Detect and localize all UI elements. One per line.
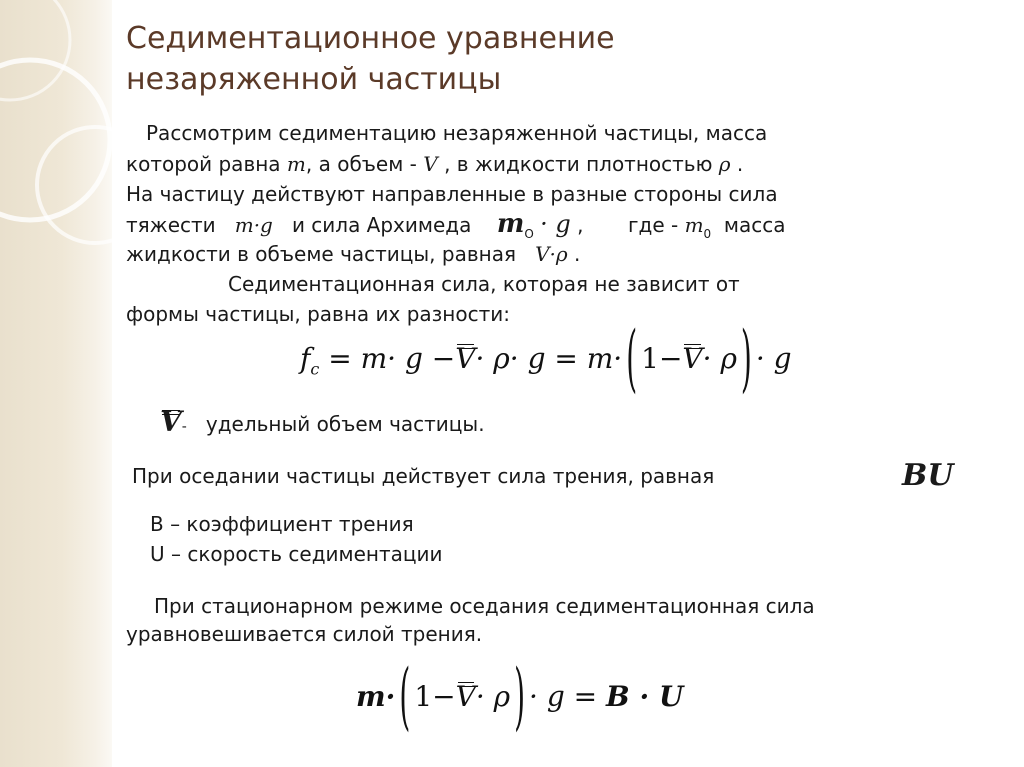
para1-line2: которой равна m, а объем - V , в жидкости плотностью ρ . <box>126 152 744 176</box>
title-line-1: Седиментационное уравнение <box>126 21 615 56</box>
para1-line1: Рассмотрим седиментацию незаряженной частицы, масса <box>146 121 768 145</box>
def-b: B – коэффициент трения <box>150 512 414 536</box>
equilibrium-equation: m· ( 1−V· ρ ) · g = B · U <box>356 653 684 740</box>
para1-line5: жидкости в объеме частицы, равная V·ρ . <box>126 242 581 266</box>
friction-text: При оседании частицы действует сила трения, равная <box>132 464 715 488</box>
sedimentation-force-equation: $f_c = m\cdot g -V\cdot \rho\cdot g = m\cdot$ ( 1−V· ρ ) · g <box>300 315 792 402</box>
friction-formula: BU <box>902 458 954 493</box>
para1-line7: формы частицы, равна их разности: <box>126 302 511 326</box>
para2-line1: При стационарном режиме оседания седиментационная сила <box>154 594 815 618</box>
specific-volume-note: V- удельный объем частицы. <box>160 405 485 438</box>
decorative-side-band <box>0 0 112 767</box>
decorative-circles <box>0 0 112 767</box>
def-u: U – скорость седиментации <box>150 542 443 566</box>
title-line-2: незаряженной частицы <box>126 62 502 97</box>
para1-line6: Седиментационная сила, которая не зависит от <box>228 272 740 296</box>
para1-line3: На частицу действуют направленные в разные стороны сила <box>126 182 778 206</box>
para2-line2: уравновешивается силой трения. <box>126 622 483 646</box>
para1-line4: тяжести m·g и сила Архимеда $m_O \cdot g$ , где - $m_0$ масса <box>126 209 786 241</box>
slide-title <box>126 18 615 100</box>
